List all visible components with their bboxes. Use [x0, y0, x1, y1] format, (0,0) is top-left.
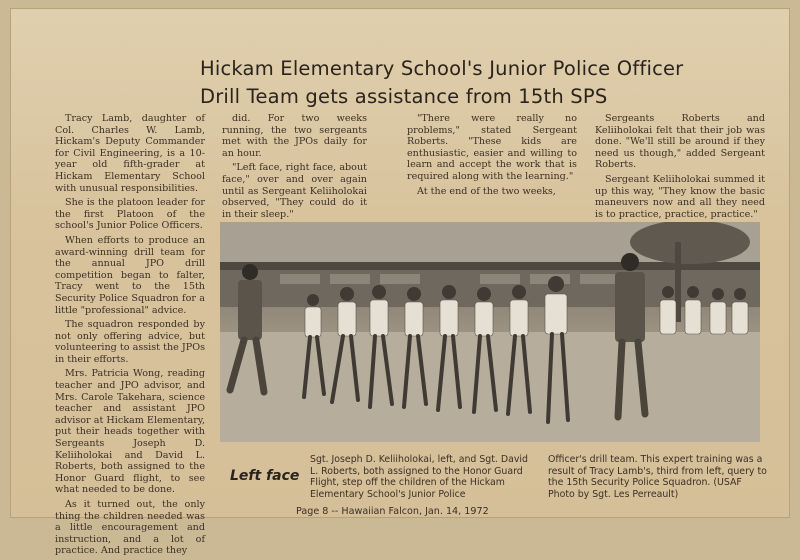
article-column-4 [595, 113, 765, 223]
paragraph: Sergeants Roberts and Keliiholokai felt that their job was done. "We'll still be around if they need us though," added Sergeant Roberts. [595, 113, 765, 171]
paragraph: When efforts to produce an award-winning drill team for the annual JPO drill competition began to falter, Tracy went to the 15th Security Police Squadron for a little "professional" advice. [55, 234, 205, 316]
headline-line-1: Hickam Elementary School's Junior Police Officer [200, 57, 684, 80]
photo-caption-part-1: Sgt. Joseph D. Keliiholokai, left, and Sgt. David L. Roberts, both assigned to the Honor Guard Flight, step off the children of the Hickam Elementary School's Junior Police [310, 454, 528, 500]
photo-caption-part-2: Officer's drill team. This expert training was a result of Tracy Lamb's, third from left, query to the 15th Security Police Squadron. (USAF Photo by Sgt. Les Perreault) [548, 454, 767, 500]
paragraph: Sergeant Keliiholokai summed it up this way, "They know the basic maneuvers now and all they need is to practice, practice, practice." [595, 173, 765, 220]
paragraph: did. For two weeks running, the two sergeants met with the JPOs daily for an hour. [222, 113, 367, 159]
photo-illustration [220, 222, 760, 442]
page-footer: Page 8 -- Hawaiian Falcon, Jan. 14, 1972 [296, 506, 489, 517]
paragraph: "There were really no problems," stated Sergeant Roberts. "These kids are enthusiastic, easier and willing to learn and accept the work that is required along with the learning." [407, 113, 577, 182]
paragraph: Tracy Lamb, daughter of Col. Charles W. Lamb, Hickam's Deputy Commander for Civil Engineering, is a 10-year old fifth-grader at Hickam Elementary School with unusual responsibilities. [55, 113, 205, 194]
paragraph: She is the platoon leader for the first Platoon of the school's Junior Police Officers. [55, 197, 205, 232]
headline [200, 55, 684, 111]
article-column-2 [222, 113, 367, 223]
paragraph: Mrs. Patricia Wong, reading teacher and JPO advisor, and Mrs. Carole Takehara, science teacher and assistant JPO advisor at Hickam Elementary, put their heads together with Sergeants Joseph D. Keliiholokai and David L. Roberts, both assigned to the Honor Guard flight, to see what needed to be done. [55, 368, 205, 496]
article-column-1 [55, 113, 205, 560]
article-column-3 [407, 113, 577, 200]
paragraph: As it turned out, the only thing the children needed was a little encouragement and instruction, and a lot of practice. And practice they [55, 499, 205, 557]
headline-line-2: Drill Team gets assistance from 15th SPS [200, 85, 608, 108]
paragraph: At the end of the two weeks, [417, 185, 556, 197]
caption-title: Left face [230, 468, 300, 484]
paragraph: "Left face, right face, about face," over and over again until as Sergeant Keliiholokai observed, "They could do it in their sleep." [222, 162, 367, 220]
paragraph: The squadron responded by not only offering advice, but volunteering to assist the JPOs in their efforts. [55, 319, 205, 365]
news-photo [220, 222, 760, 442]
